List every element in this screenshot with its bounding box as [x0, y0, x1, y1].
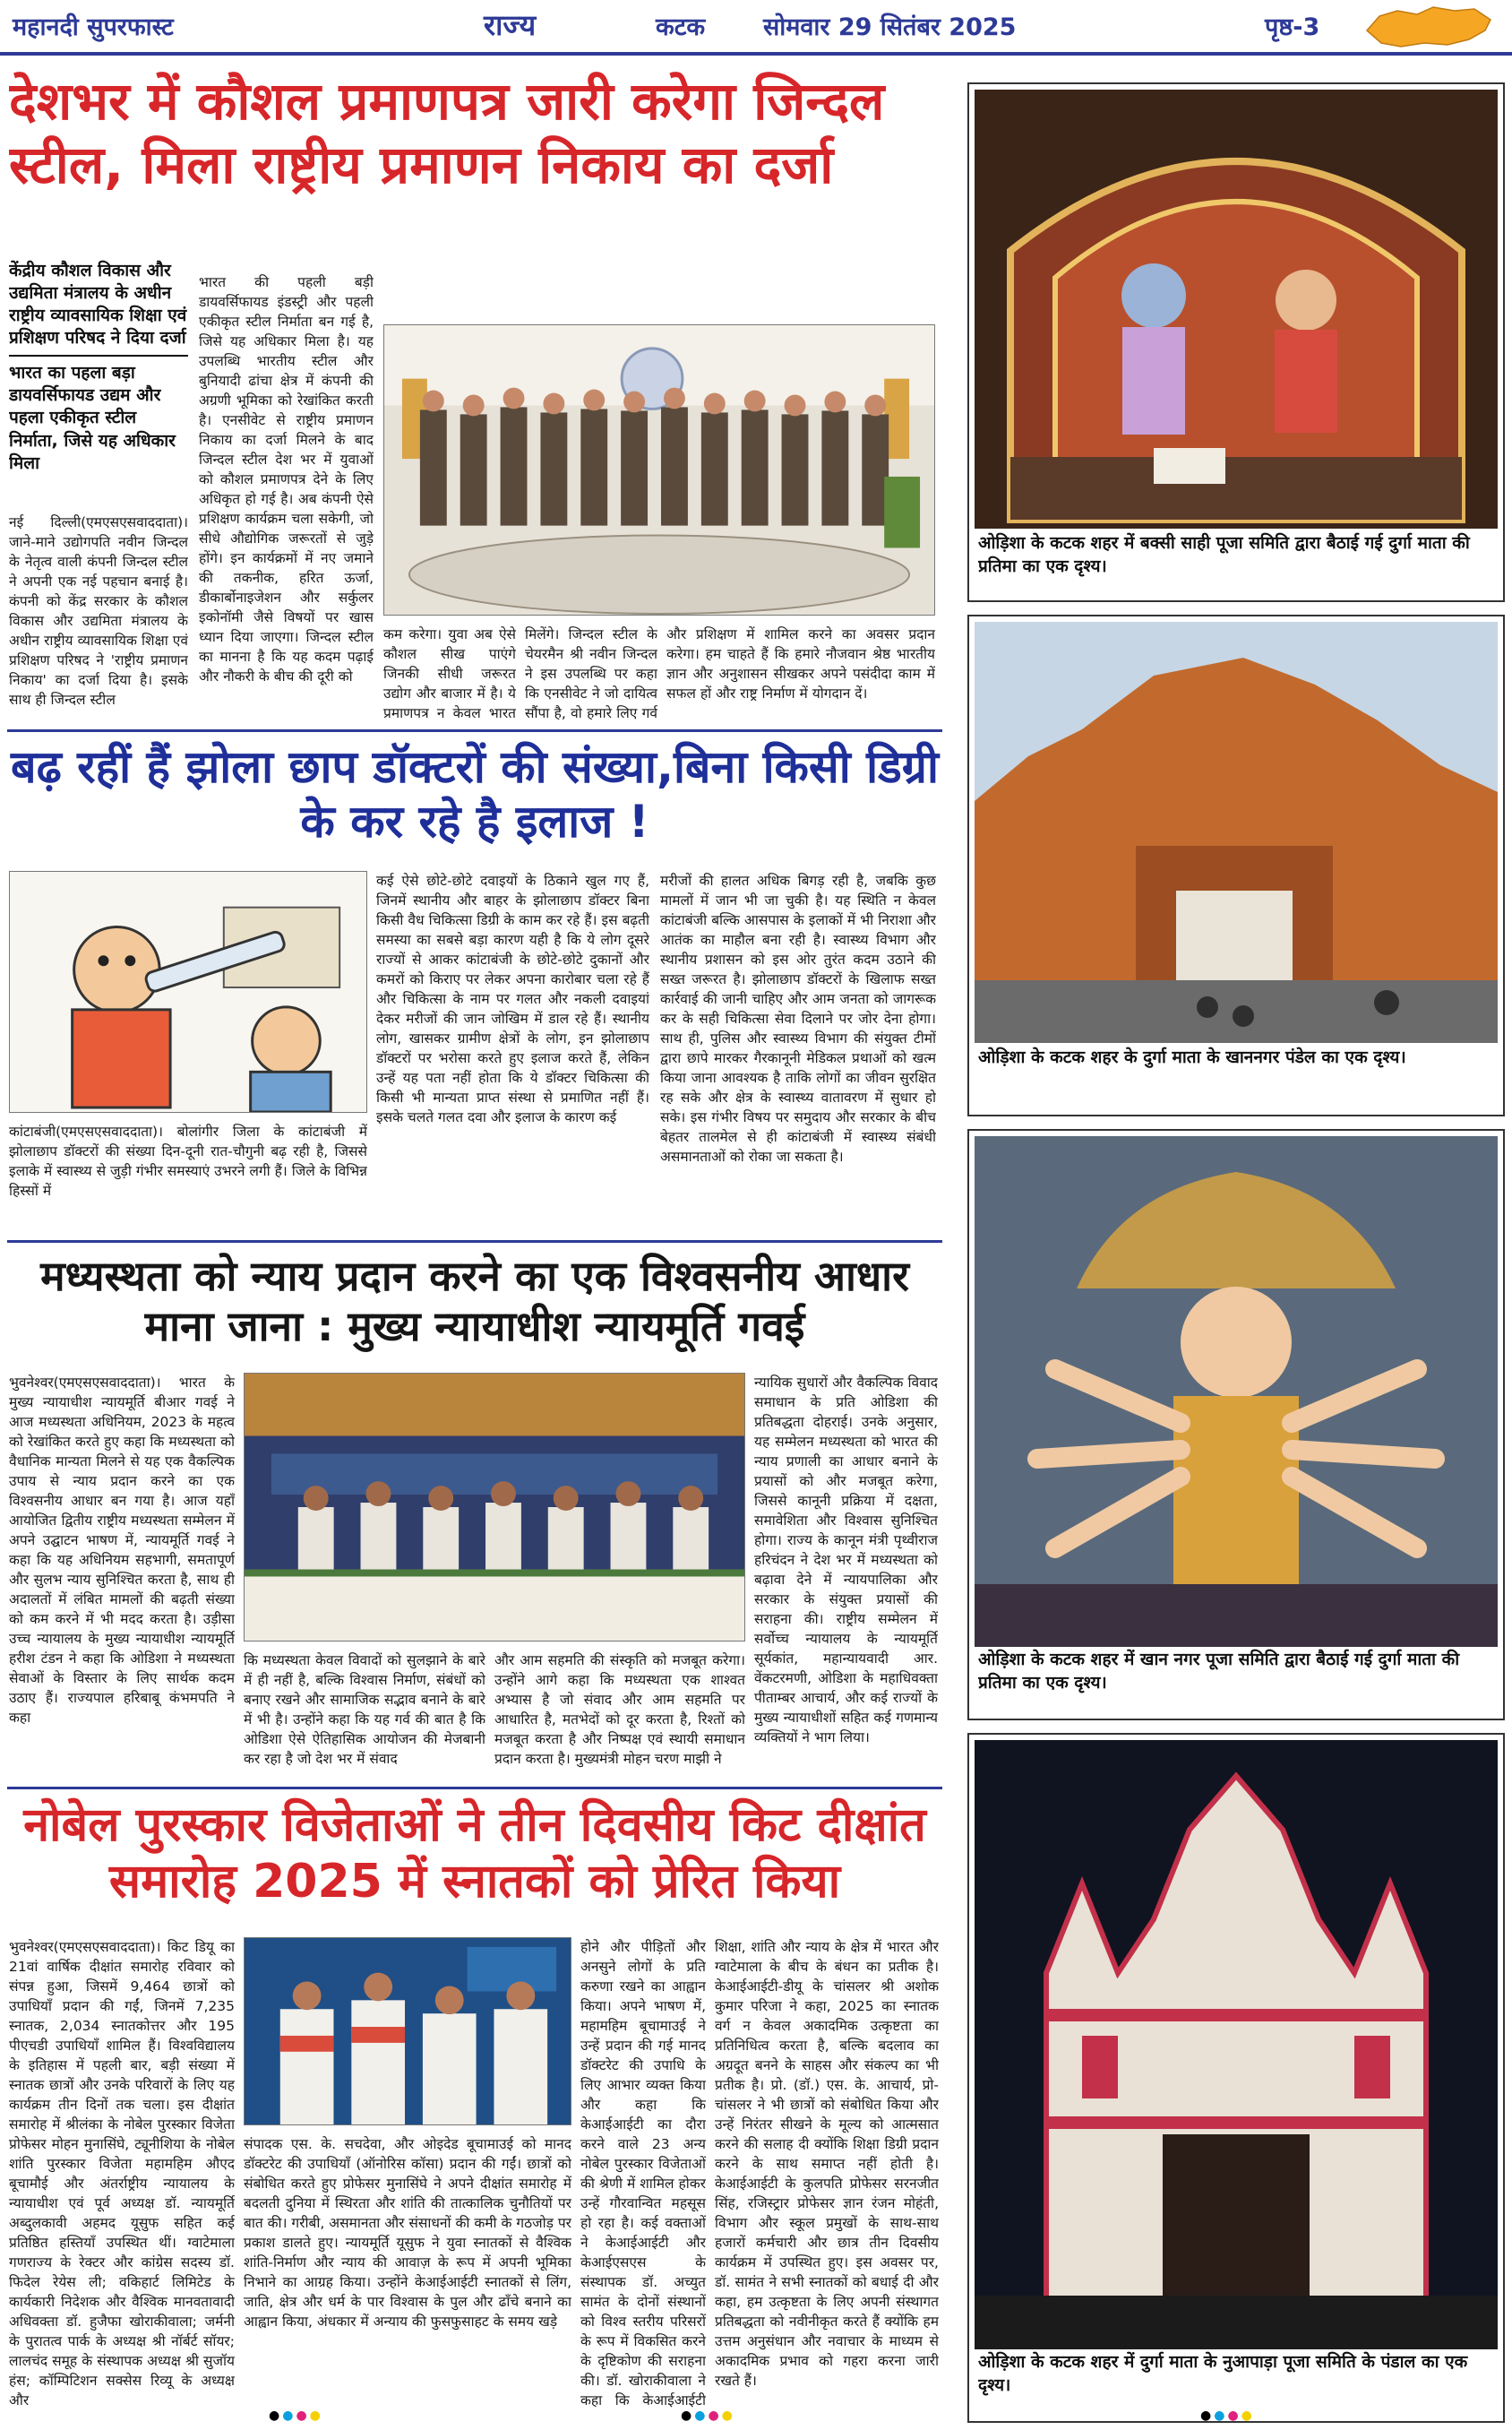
kiit-text-col1: भुवनेश्वर(एमएसएसवाददाता)। किट डियू का 21वां वार्षिक दीक्षांत समारोह रविवार को संपन्न हुआ, जिसमें 9,464 छात्रों को उपाधियाँ प्रदान की गईं, जिनमें 7,235 स्नातक, 2,034 स्नातकोत्तर और 195 पीएचडी उपाधियाँ शामिल हैं। विश्वविद्यालय के इतिहास में पहली बार, बड़ी संख्या में स्नातक छात्रों और उनके परिवारों के लिए यह कार्यक्रम तीन दिनों तक चला। इस दीक्षांत समारोह में श्रीलंका के नोबेल पुरस्कार विजेता प्रोफेसर मोहन मुनासिंघे, ट्यूनीशिया के नोबेल शांति पुरस्कार विजेता महामहिम औएद बूचामौई और अंतर्राष्ट्रीय न्यायालय के न्यायाधीश एवं पूर्व अध्यक्ष डॉ. न्यायमूर्ति अब्दुलकावी अहमद यूसुफ सहित कई प्रतिष्ठित हस्तियाँ उपस्थित थीं। ग्वाटेमाला गणराज्य के रेक्टर और कांग्रेस सदस्य डॉ. फिदेल रेयेस ली; वकिहार्ट लिमिटेड के कार्यकारी निदेशक और वैश्विक मानवतावादी अधिवक्ता डॉ. हुजैफा खोराकीवाला; जर्मनी के पुरातत्व पार्क के अध्यक्ष श्री नॉर्बर्ट सॉयर; लालचंद समूह के संस्थापक अध्यक्ष श्री सुजॉय हंस; कॉम्पिटिशन सक्सेस रिव्यू के अध्यक्ष और [9, 1939, 235, 2408]
durga-caption-2: ओड़िशा के कटक शहर के दुर्गा माता के खाननगर पंडेल का एक दृश्य। [978, 1047, 1406, 1067]
masthead [0, 0, 1512, 56]
story-kiit-convocation [0, 1794, 949, 2421]
durga-photo-card-1 [967, 82, 1505, 602]
mediation-text-col3: और आम सहमति की संस्कृति को मजबूत करेगा। उन्होंने आगे कहा कि मध्यस्थता एक शाश्वत अभ्यास है जो संवाद और आम सहमति पर आधारित है, मतभेदों को दूर करता है, रिश्तों को मजबूत करता है और निष्पक्ष एवं स्थायी समाधान प्रदान करता है। मुख्यमंत्री मोहन चरण माझी ने [494, 1652, 745, 1767]
mediation-text-col4: न्यायिक सुधारों और वैकल्पिक विवाद समाधान के प्रति ओडिशा की प्रतिबद्धता दोहराई। उनके अनुसार, यह सम्मेलन मध्यस्थता को भारत की न्याय प्रणाली का आधार बनाने के प्रयासों को और मजबूत करेगा, जिससे कानूनी प्रक्रिया में दक्षता, समावेशिता और विश्वास सुनिश्चित होगा। राज्य के कानून मंत्री पृथ्वीराज हरिचंदन ने देश भर में मध्यस्थता को बढ़ावा देने में न्यायपालिका और सरकार के संयुक्त प्रयासों की सराहना की। राष्ट्रीय सम्मेलन में सर्वोच्च न्यायालय के न्यायमूर्ति सूर्यकांत, महान्यायवादी आर. वेंकटरमणी, ओडिशा के महाधिवक्ता पीताम्बर आचार्य, और कई राज्यों के मुख्य न्यायाधीशों सहित कई गणमान्य व्यक्तियों ने भाग लिया। [754, 1374, 938, 1745]
durga-photo-card-3 [967, 1129, 1505, 1720]
durga-caption-3: ओड़िशा के कटक शहर में खान नगर पूजा समिति द्वारा बैठाई गई दुर्गा माता की प्रतिमा का एक दृश्य। [978, 1650, 1460, 1693]
nuapada-pandal-photo [975, 1740, 1498, 2349]
deck-jindal-2: भारत का पहला बड़ा डायवर्सिफायड उद्यम और पहला एकीकृत स्टील निर्माता, जिसे यह अधिकार मिला [9, 363, 176, 473]
headline-quack: बढ़ रहीं हैं झोला छाप डॉक्टरों की संख्या,बिना किसी डिग्री के कर रहे है इलाज ! [11, 741, 939, 848]
registration-marks-right: ●●●● [1200, 2408, 1255, 2423]
deck-divider [9, 355, 188, 357]
right-column [957, 65, 1512, 2430]
kiit-text-col4: शिक्षा, शांति और न्याय के क्षेत्र में भारत और ग्वाटेमाला के बीच के बंधन का प्रतीक है। केआईआईटी-डीयू के चांसलर श्री अशोक कुमार परिजा ने कहा, 2025 का स्नातक वर्ग न केवल अकादमिक उत्कृष्टता का प्रतिनिधित्व करता है, बल्कि बदलाव का अग्रदूत बनने के साहस और संकल्प का भी प्रतीक है। प्रो. (डॉ.) एस. के. आचार्य, प्रो-चांसलर ने भी छात्रों को संबोधित किया और उन्हें निरंतर सीखने के मूल्य को आत्मसात करने की सलाह दी क्योंकि शिक्षा डिग्री प्रदान करने के साथ समाप्त नहीं होती है। केआईआईटी के कुलपति प्रोफेसर सरनजीत सिंह, रजिस्ट्रार प्रोफेसर ज्ञान रंजन मोहंती, विभाग और स्कूल प्रमुखों के साथ-साथ हजारों कर्मचारी और छात्र तीन दिवसीय कार्यक्रम में उपस्थित हुए। इस अवसर पर, डॉ. सामंत ने सभी स्नातकों को बधाई दी और कहा, हम उत्कृष्टता के लिए अपनी संस्थागत प्रतिबद्धता को नवीनीकृत करते हैं क्योंकि हम उत्तम अनुसंधान और नवाचार के माध्यम से अकादमिक प्रभाव को गहरा करना जारी रखते हैं। [715, 1939, 939, 2389]
registration-marks-center: ●●●● [681, 2408, 735, 2423]
mediation-text-col1: भुवनेश्वर(एमएसएसवाददाता)। भारत के मुख्य न्यायाधीश न्यायमूर्ति बीआर गवई ने आज मध्यस्थता अधिनियम, 2023 के महत्व को रेखांकित करते हुए कहा कि मध्यस्थता को वैधानिक मान्यता मिलने से यह एक वैकल्पिक उपाय से न्याय प्रदान करने का एक विश्वसनीय आधार बन गया है। आज यहाँ आयोजित द्वितीय राष्ट्रीय मध्यस्थता सम्मेलन में अपने उद्घाटन भाषण में, न्यायमूर्ति गवई ने कहा कि यह अधिनियम सहभागी, समतापूर्ण और सुलभ न्याय सुनिश्चित करता है, साथ ही अदालतों में लंबित मामलों की बढ़ती संख्या को कम करने में भी मदद करता है। उड़ीसा उच्च न्यायालय के मुख्य न्यायाधीश न्यायमूर्ति हरीश टंडन ने कहा कि ओडिशा ने मध्यस्थता सेवाओं के विस्तार के लिए सार्थक कदम उठाए हैं। राज्यपाल हरिबाबू कंभमपति ने कहा [9, 1374, 235, 1726]
mediation-text-col2: कि मध्यस्थता केवल विवादों को सुलझाने के बारे में ही नहीं है, बल्कि विश्वास निर्माण, संबंधों को बनाए रखने और सामाजिक सद्भाव बनाने के बारे में भी है। उन्होंने कहा कि यह गर्व की बात है कि ओडिशा ऐसे ऐतिहासिक आयोजन की मेजबानी कर रहा है जो देश भर में संवाद [244, 1652, 485, 1767]
story-divider [7, 1240, 942, 1243]
quack-text-col1: कांटाबंजी(एमएसएसवाददाता)। बोलांगीर जिला के कांटाबंजी में झोलाछाप डॉक्टरों की संख्या दिन-दूनी रात-चौगुनी बढ़ रही है, जिससे इलाके में स्वास्थ्य से जुड़ी गंभीर समस्याएं उभरने लगी हैं। जिले के विभिन्न हिस्सों में [9, 1124, 367, 1199]
headline-kiit: नोबेल पुरस्कार विजेताओं ने तीन दिवसीय किट दीक्षांत समारोह 2025 में स्नातकों को प्रेरित किया [23, 1798, 926, 1909]
page-number: पृष्ठ-3 [1265, 13, 1320, 41]
jindal-text-col3: कम करेगा। युवा अब ऐसे कौशल सीख पाएंगे जिनकी सीधी जरूरत उद्योग और बाजार में है। ये प्रमाणपत्र न केवल भारत [383, 626, 516, 721]
jindal-text-col1: नई दिल्ली(एमएसएसवाददाता)। जाने-माने उद्योगपति नवीन जिन्दल के नेतृत्व वाली कंपनी जिन्दल स्टील ने अपनी एक नई पहचान बनाई है। कंपनी को केंद्र सरकार के कौशल विकास और उद्यमिता मंत्रालय के अधीन राष्ट्रीय व्यावसायिक शिक्षा एवं प्रशिक्षण परिषद ने 'राष्ट्रीय प्रमाणन निकाय' का दर्जा दिया है। इसके साथ ही जिन्दल स्टील [9, 514, 188, 708]
edition-city: कटक [656, 13, 706, 41]
story-divider [7, 729, 942, 732]
story-divider [7, 1787, 942, 1789]
registration-marks-left: ●●●● [269, 2408, 323, 2423]
jindal-text-col5: और प्रशिक्षण में शामिल करने का अवसर प्रदान करेगा। हम चाहते हैं कि हमारे नौजवान श्रेष्ठ भारतीय ज्ञान और अनुशासन सीखकर अपने पसंदीदा काम में सफल हों और राष्ट्र निर्माण में योगदान दें। [666, 626, 935, 702]
section-name: राज्य [484, 8, 537, 42]
quack-cartoon [9, 871, 367, 1113]
durga-photo-card-2 [967, 615, 1505, 1116]
story-quack-doctors [0, 737, 949, 1238]
deck-jindal-1: केंद्रीय कौशल विकास और उद्यमिता मंत्रालय के अधीन राष्ट्रीय व्यावसायिक शिक्षा एवं प्रशिक्षण परिषद ने दिया दर्जा [9, 261, 187, 349]
quack-text-col2: कई ऐसे छोटे-छोटे दवाइयों के ठिकाने खुल गए हैं, जिनमें स्थानीय और बाहर के झोलाछाप डॉक्टर बिना किसी वैध चिकित्सा डिग्री के काम कर रहे हैं। इस बढ़ती समस्या का सबसे बड़ा कारण यही है कि ये लोग दूसरे राज्यों से आकर कांटाबंजी के छोटे-छोटे दुकानों और कमरों को किराए पर लेकर अपना कारोबार चला रहे हैं और चिकित्सा के नाम पर गलत और नकली दवाइयां देकर मरीजों की जान जोखिम में डाल रहे हैं। स्थानीय लोग, खासकर ग्रामीण क्षेत्रों के लोग, इन झोलाछाप डॉक्टरों पर भरोसा करते हुए इलाज करते हैं, लेकिन उन्हें यह पता नहीं होता कि ये डॉक्टर चिकित्सा की किसी भी मान्यता प्राप्त संस्था से प्रमाणित नहीं हैं। इसके चलते गलत दवा और इलाज के कारण कई [376, 873, 649, 1125]
edition-date: सोमवार 29 सितंबर 2025 [763, 13, 1017, 41]
headline-jindal: देशभर में कौशल प्रमाणपत्र जारी करेगा जिन्दल स्टील, मिला राष्ट्रीय प्रमाणन निकाय का दर्जा [9, 71, 885, 195]
odisha-map-icon [1362, 4, 1496, 50]
durga-caption-4: ओड़िशा के कटक शहर में दुर्गा माता के नुआपाड़ा पूजा समिति के पंडाल का एक दृश्य। [978, 2352, 1468, 2395]
durga-idol-photo-1 [975, 90, 1498, 529]
story-mediation [0, 1247, 949, 1785]
jindal-text-col4: मिलेंगे। जिन्दल स्टील के चेयरमैन श्री नवीन जिन्दल ने इस उपलब्धि पर कहा कि एनसीवेट ने जो दायित्व सौंपा है, वो हमारे लिए गर्व [525, 626, 657, 721]
durga-idol-photo-2 [975, 1136, 1498, 1647]
story-jindal-steel [0, 65, 949, 728]
kiit-text-col3: होने और पीड़ितों और अनसुने लोगों के प्रति करुणा रखने का आह्वान किया। अपने भाषण में, महामहिम बूचामाउई ने उन्हें प्रदान की गई मानद डॉक्टरेट की उपाधि के लिए आभार व्यक्त किया और कहा कि केआईआईटी का दौरा करने वाले 23 अन्य नोबेल पुरस्कार विजेताओं की श्रेणी में शामिल होकर उन्हें गौरवान्वित महसूस हो रहा है। कई वक्ताओं ने केआईआईटी और केआईएसएस के संस्थापक डॉ. अच्युत सामंत के दोनों संस्थानों को विश्व स्तरीय परिसरों के रूप में विकसित करने के दृष्टिकोण की सराहना की। डॉ. खोराकीवाला ने कहा कि केआईआईटी [580, 1939, 706, 2408]
left-column [0, 65, 949, 2430]
kiit-text-col2: संपादक एस. के. सचदेवा, और ओइदेड बूचामाउई को मानद डॉक्टरेट की उपाधियाँ (ऑनोरिस कॉसा) प्रदान की गईं। छात्रों को संबोधित करते हुए प्रोफेसर मुनासिंघे ने अपने दीक्षांत समारोह में बदलती दुनिया में स्थिरता और शांति की तात्कालिक चुनौतियों पर बात की। गरीबी, असमानता और संसाधनों की कमी के गठजोड़ पर प्रकाश डालते हुए। न्यायमूर्ति यूसुफ ने युवा स्नातकों से वैश्विक शांति-निर्माण और न्याय की आवाज़ के रूप में अपनी भूमिका निभाने का आग्रह किया। उन्होंने केआईआईटी स्नातकों से लिंग, जाति, क्षेत्र और धर्म के पार विश्वास के पुल और ढाँचे बनाने का आह्वान किया, अंधकार में अन्याय की फुसफुसाहट के समय खड़े [244, 2136, 571, 2330]
jindal-text-col2: भारत की पहली बड़ी डायवर्सिफायड इंडस्ट्री और पहली एकीकृत स्टील निर्माता बन गई है, जिसे यह अधिकार मिला है। यह उपलब्धि भारतीय स्टील और बुनियादी ढांचा क्षेत्र में कंपनी की अग्रणी भूमिका को रेखांकित करती है। एनसीवेट से राष्ट्रीय प्रमाणन निकाय का दर्जा मिलने के बाद जिन्दल स्टील देश भर में युवाओं को कौशल प्रमाणपत्र देने के लिए अधिकृत हो गई है। अब कंपनी ऐसे प्रशिक्षण कार्यक्रम चला सकेगी, जो सीधे औद्योगिक जरूरतों से जुड़े होंगे। इन कार्यक्रमों में नए जमाने की तकनीक, हरित ऊर्जा, डीकार्बोनाइजेशन और सर्कुलर इकोनॉमी जैसे विषयों पर खास ध्यान दिया जाएगा। जिन्दल स्टील का मानना है कि यह कदम पढ़ाई और नौकरी के बीच की दूरी को [199, 274, 374, 685]
jindal-meeting-photo [383, 324, 935, 616]
kiit-convocation-photo [244, 1937, 571, 2125]
durga-caption-1: ओड़िशा के कटक शहर में बक्सी साही पूजा समिति द्वारा बैठाई गई दुर्गा माता की प्रतिमा का एक दृश्य। [978, 533, 1470, 576]
khannagar-pandal-photo [975, 622, 1498, 1043]
headline-mediation: मध्यस्थता को न्याय प्रदान करने का एक विश्वसनीय आधार माना जाना : मुख्य न्यायाधीश न्यायमूर्ति गवई [40, 1252, 909, 1351]
mediation-conference-photo [244, 1373, 745, 1642]
durga-photo-card-4 [967, 1733, 1505, 2423]
newspaper-name: महानदी सुपरफास्ट [13, 13, 174, 41]
quack-text-col3: मरीजों की हालत अधिक बिगड़ रही है, जबकि कुछ मामलों में जान भी जा चुकी है। यह स्थिति न केवल कांटाबंजी बल्कि आसपास के इलाकों में भी निराशा और आतंक का माहौल बना रही है। स्वास्थ्य विभाग और स्थानीय प्रशासन को इस ओर तुरंत कदम उठाने की सख्त जरूरत है। झोलाछाप डॉक्टरों के खिलाफ सख्त कार्रवाई की जानी चाहिए और आम जनता को जागरूक कर के सही चिकित्सा सेवा दिलाने पर जोर देना होगा। साथ ही, पुलिस और स्वास्थ्य विभाग की संयुक्त टीमों द्वारा छापे मारकर गैरकानूनी मेडिकल प्रथाओं को खत्म किया जाना आवश्यक है ताकि लोगों का जीवन सुरक्षित रह सके और क्षेत्र के स्वास्थ्य वातावरण में सुधार हो सके। इस गंभीर विषय पर समुदाय और सरकार के बीच बेहतर तालमेल से ही कांटाबंजी में स्वास्थ्य संबंधी असमानताओं को रोका जा सकता है। [660, 873, 936, 1165]
